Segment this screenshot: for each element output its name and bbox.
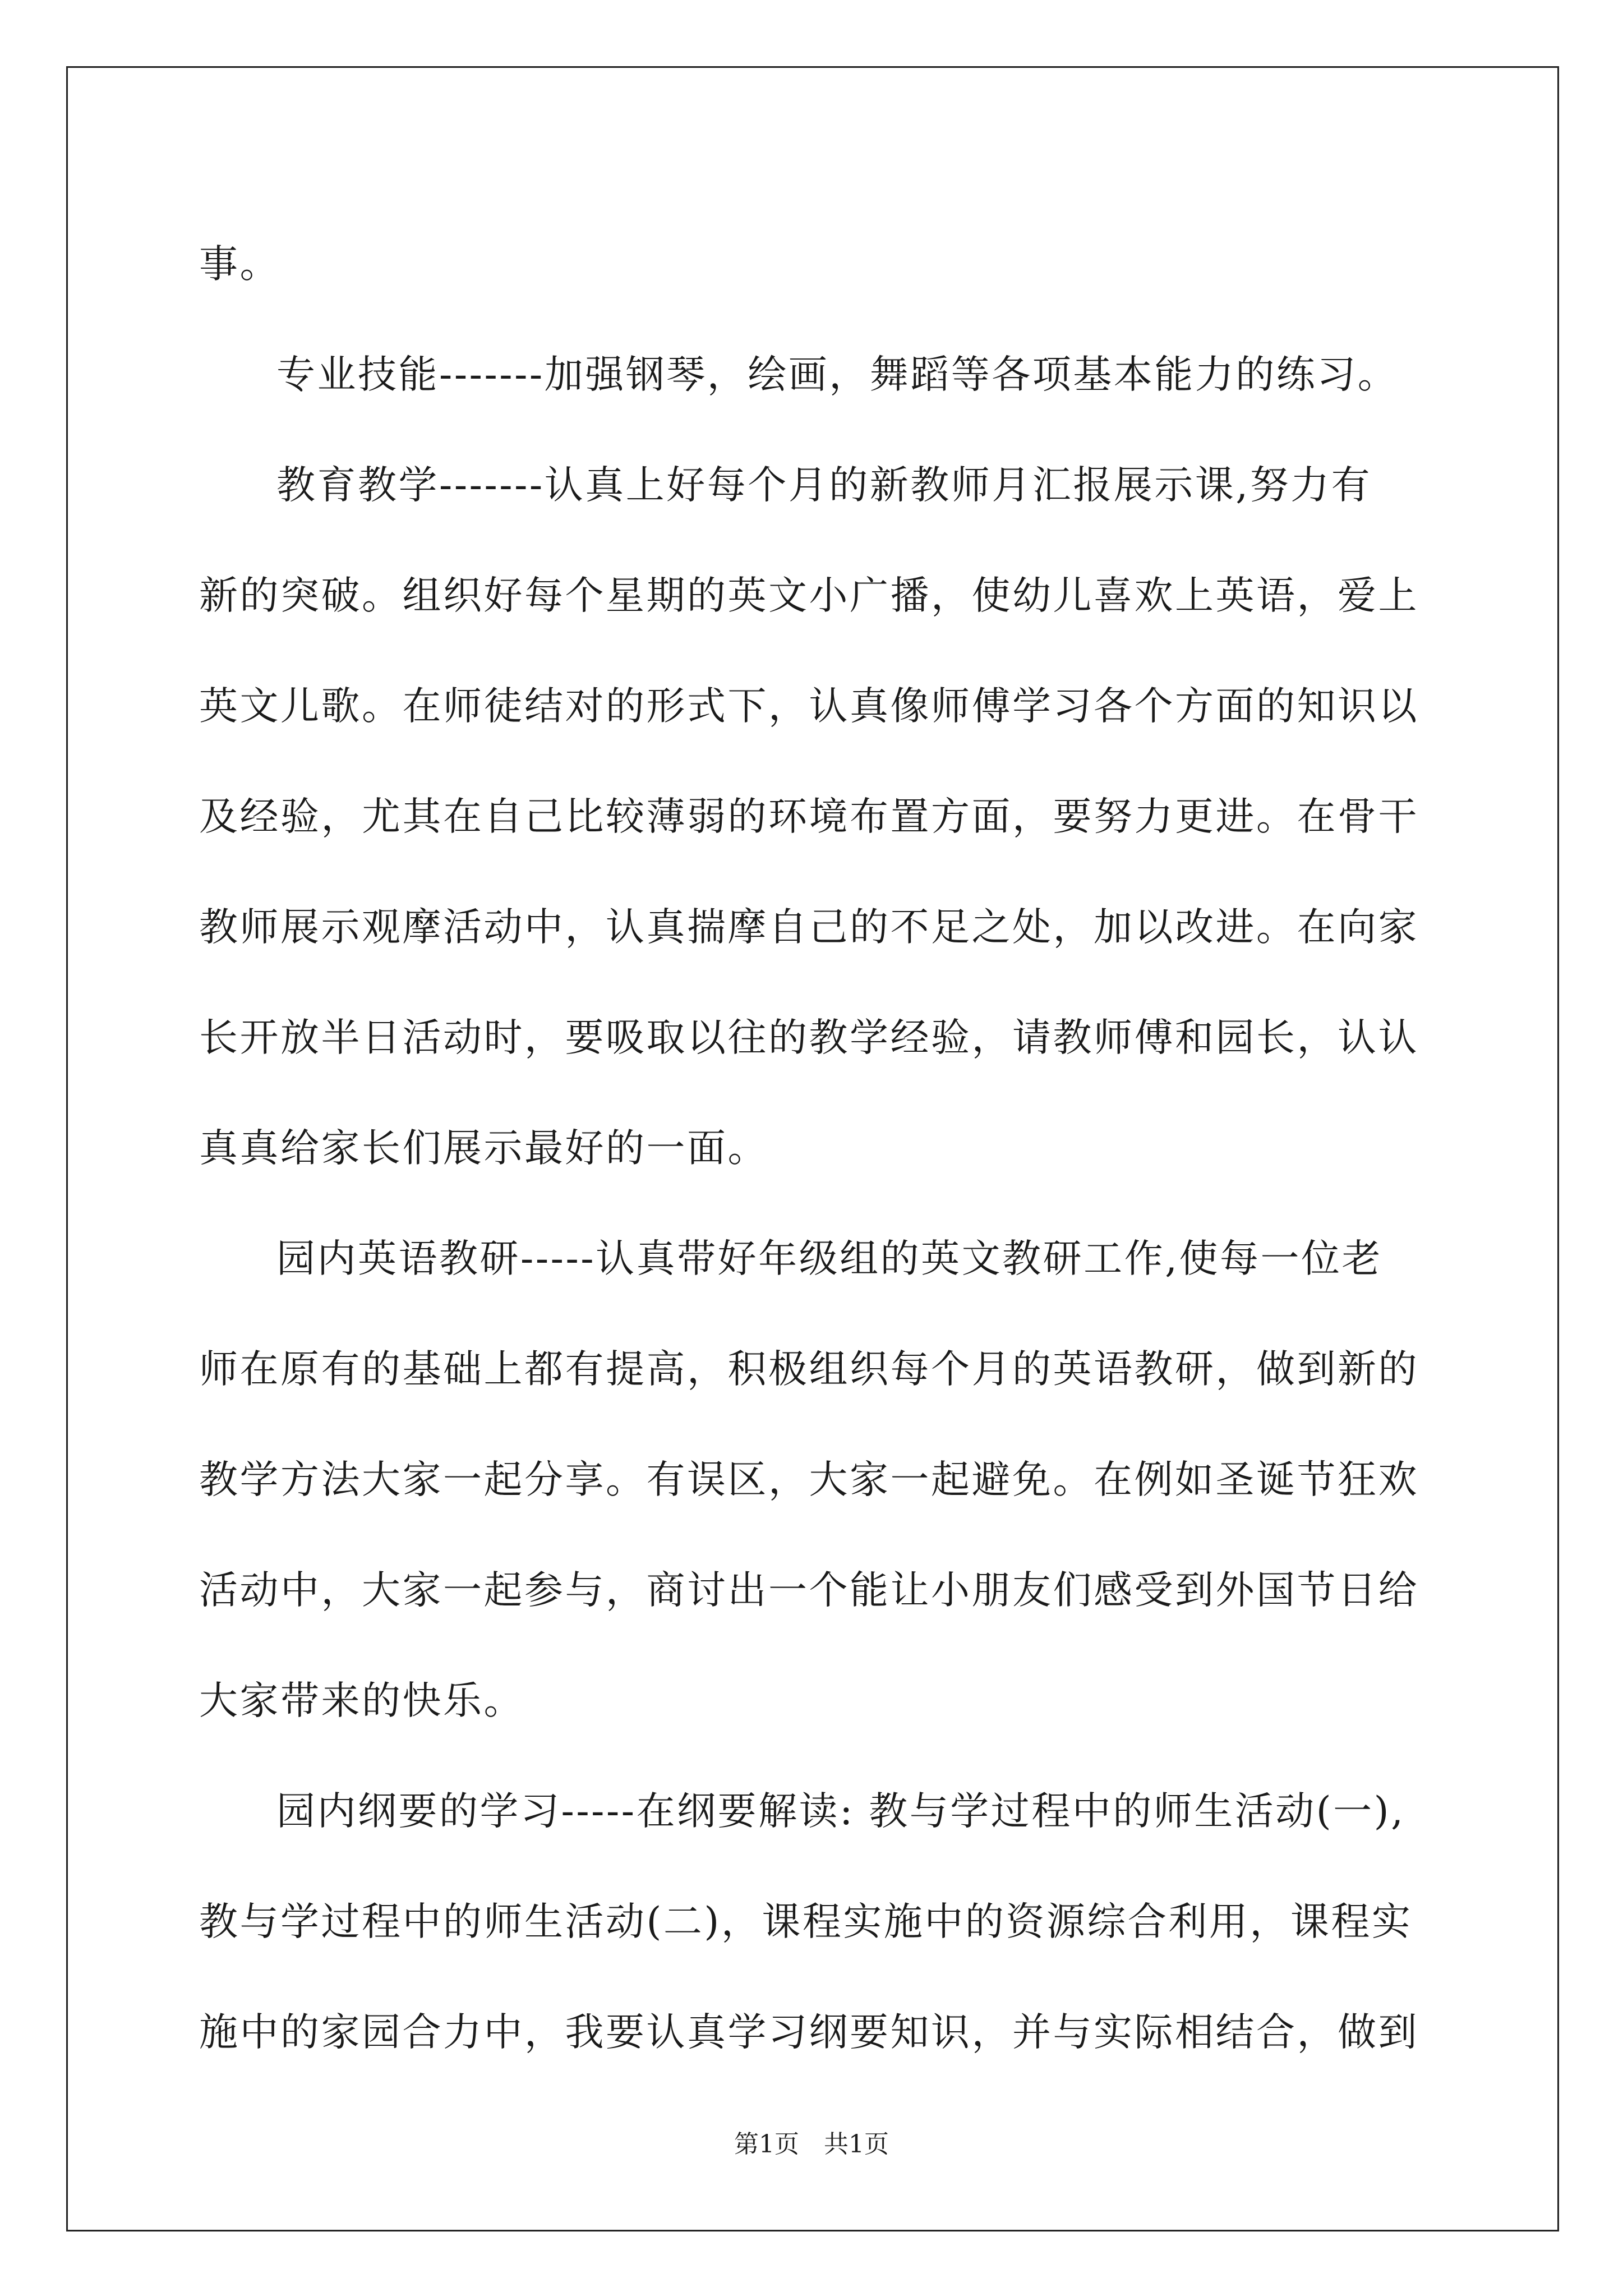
text-line: 教师展示观摩活动中，认真揣摩自己的不足之处，加以改进。在向家 [199,905,1419,950]
text-line: 园内纲要的学习-----在纲要解读: 教与学过程中的师生活动(一), [276,1789,1405,1834]
text-line: 园内英语教研-----认真带好年级组的英文教研工作,使每一位老 [276,1236,1383,1281]
text-line: 活动中，大家一起参与，商讨出一个能让小朋友们感受到外国节日给 [199,1568,1419,1613]
text-line: 大家带来的快乐。 [199,1678,524,1723]
text-line: 教与学过程中的师生活动(二)，课程实施中的资源综合利用，课程实 [199,1899,1413,1944]
text-line: 师在原有的基础上都有提高，积极组织每个月的英语教研，做到新的 [199,1347,1419,1392]
text-line: 新的突破。组织好每个星期的英文小广播，使幼儿喜欢上英语，爱上 [199,573,1419,618]
text-line: 教育教学-------认真上好每个月的新教师月汇报展示课,努力有 [276,463,1372,508]
text-line: 及经验，尤其在自己比较薄弱的环境布置方面，要努力更进。在骨干 [199,794,1419,839]
text-line: 事。 [199,242,280,287]
page-number-footer: 第1页 共1页 [734,2130,889,2159]
text-line: 专业技能-------加强钢琴，绘画，舞蹈等各项基本能力的练习。 [276,352,1399,397]
text-line: 长开放半日活动时，要吸取以往的教学经验，请教师傅和园长，认认 [199,1015,1419,1060]
text-line: 施中的家园合力中，我要认真学习纲要知识，并与实际相结合，做到 [199,2010,1419,2055]
text-line: 教学方法大家一起分享。有误区，大家一起避免。在例如圣诞节狂欢 [199,1457,1419,1502]
text-line: 英文儿歌。在师徒结对的形式下，认真像师傅学习各个方面的知识以 [199,684,1419,729]
document-body [199,209,1424,2088]
text-line: 真真给家长们展示最好的一面。 [199,1126,768,1171]
